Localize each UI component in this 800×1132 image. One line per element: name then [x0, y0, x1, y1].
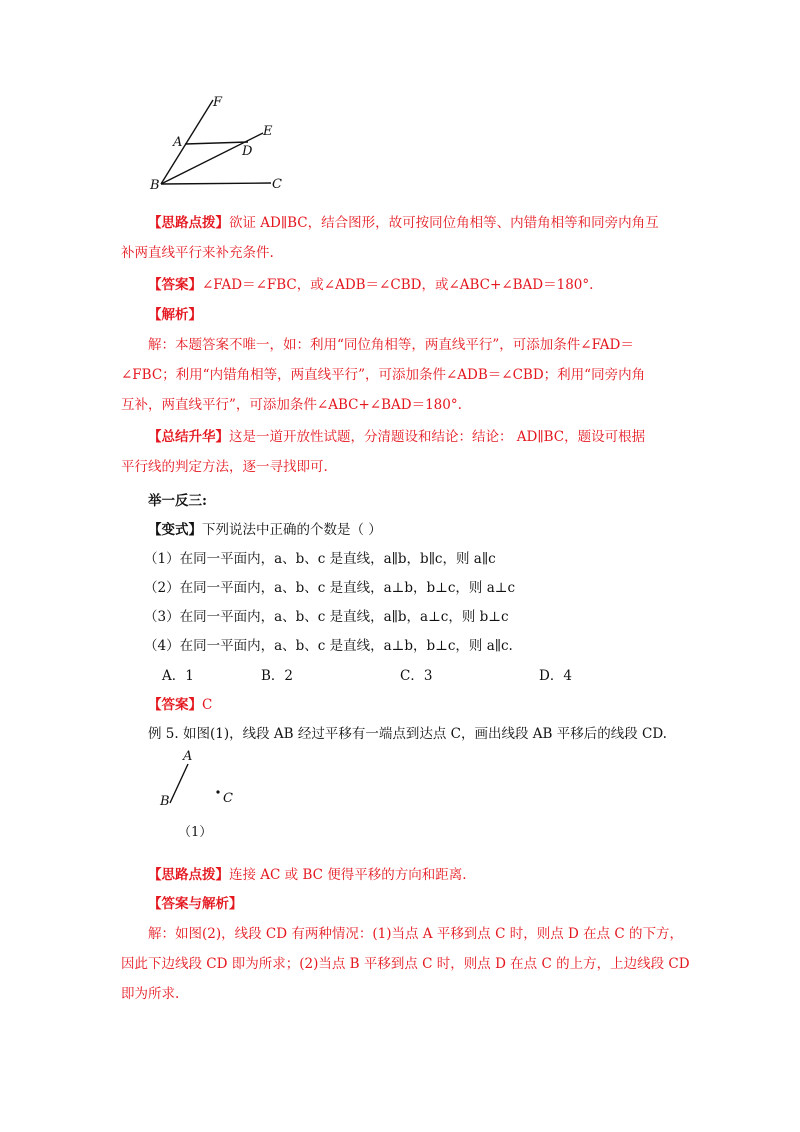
example5-solution-line-2: 因此下边线段 CD 即为所求；(2)当点 B 平移到点 C 时，则点 D 在点 C 的上方，上边线段 CD — [121, 956, 690, 972]
label-A: A — [173, 135, 183, 150]
hint-title: 【思路点拨】 — [148, 215, 229, 231]
ex5-label-B: B — [160, 794, 170, 809]
summary-title: 【总结升华】 — [148, 429, 229, 445]
geometry-figure-example5 — [150, 748, 260, 848]
summary-line-2: 平行线的判定方法，逐一寻找即可. — [121, 459, 328, 475]
statement-2: （2）在同一平面内，a、b、c 是直线，a⊥b，b⊥c，则 a⊥c — [144, 580, 516, 596]
variant-question — [148, 518, 382, 538]
summary-paragraph — [148, 425, 645, 445]
label-F: F — [213, 95, 223, 110]
label-D: D — [242, 144, 253, 159]
hint-line-1: 欲证 AD∥BC，结合图形，故可按同位角相等、内错角相等和同旁内角互 — [229, 215, 659, 231]
question-text: 下列说法中正确的个数是（ ） — [202, 522, 382, 538]
option-a: A．1 — [162, 668, 194, 684]
option-c: C．3 — [400, 668, 433, 684]
statement-1: （1）在同一平面内，a、b、c 是直线，a∥b，b∥c，则 a∥c — [144, 551, 496, 567]
example5-hint — [148, 863, 467, 883]
statement-4: （4）在同一平面内，a、b、c 是直线，a⊥b，b⊥c，则 a∥c. — [144, 638, 513, 654]
label-C: C — [272, 177, 282, 192]
practice-answer-value: C — [202, 697, 213, 713]
option-d: D．4 — [539, 668, 572, 684]
answer-text: ∠FAD＝∠FBC，或∠ADB＝∠CBD，或∠ABC+∠BAD＝180°. — [202, 277, 594, 293]
ex5-label-A: A — [183, 749, 193, 764]
geometry-figure-1 — [145, 92, 295, 196]
example5-text: 例 5. 如图(1)，线段 AB 经过平移有一端点到达点 C，画出线段 AB 平移后的线段 CD. — [148, 726, 667, 742]
example5-hint-title: 【思路点拨】 — [148, 867, 229, 883]
label-E: E — [263, 124, 273, 139]
example5-hint-text: 连接 AC 或 BC 便得平移的方向和距离. — [229, 867, 467, 883]
example5-solution-line-1: 解：如图(2)，线段 CD 有两种情况：(1)当点 A 平移到点 C 时，则点 D 在点 C 的下方， — [148, 926, 684, 942]
practice-answer-title: 【答案】 — [148, 697, 202, 713]
answer-paragraph-1 — [148, 273, 593, 293]
answer-title: 【答案】 — [148, 277, 202, 293]
analysis-title: 【解析】 — [148, 307, 202, 323]
analysis-line-2: ∠FBC；利用“内错角相等，两直线平行”，可添加条件∠ADB＝∠CBD；利用“同旁内角 — [121, 367, 646, 383]
statement-3: （3）在同一平面内，a、b、c 是直线，a∥b，a⊥c，则 b⊥c — [144, 609, 509, 625]
label-B: B — [150, 178, 160, 193]
practice-answer — [148, 693, 212, 713]
ex5-caption: （1） — [178, 825, 213, 840]
variant-title: 【变式】 — [148, 522, 202, 538]
example5-solution-line-3: 即为所求. — [121, 986, 180, 1002]
example5-answer-title: 【答案与解析】 — [148, 896, 243, 912]
hint-line-2: 补两直线平行来补充条件. — [121, 245, 274, 261]
analysis-line-1: 解：本题答案不唯一，如：利用“同位角相等，两直线平行”，可添加条件∠FAD＝ — [148, 337, 634, 353]
option-b: B．2 — [261, 668, 294, 684]
practice-heading: 举一反三: — [148, 493, 207, 509]
hint-paragraph-1 — [148, 211, 659, 231]
analysis-line-3: 互补，两直线平行”，可添加条件∠ABC+∠BAD＝180°. — [121, 397, 462, 413]
ex5-label-C: C — [223, 791, 233, 806]
summary-line-1: 这是一道开放性试题，分清题设和结论：结论： AD∥BC，题设可根据 — [229, 429, 646, 445]
